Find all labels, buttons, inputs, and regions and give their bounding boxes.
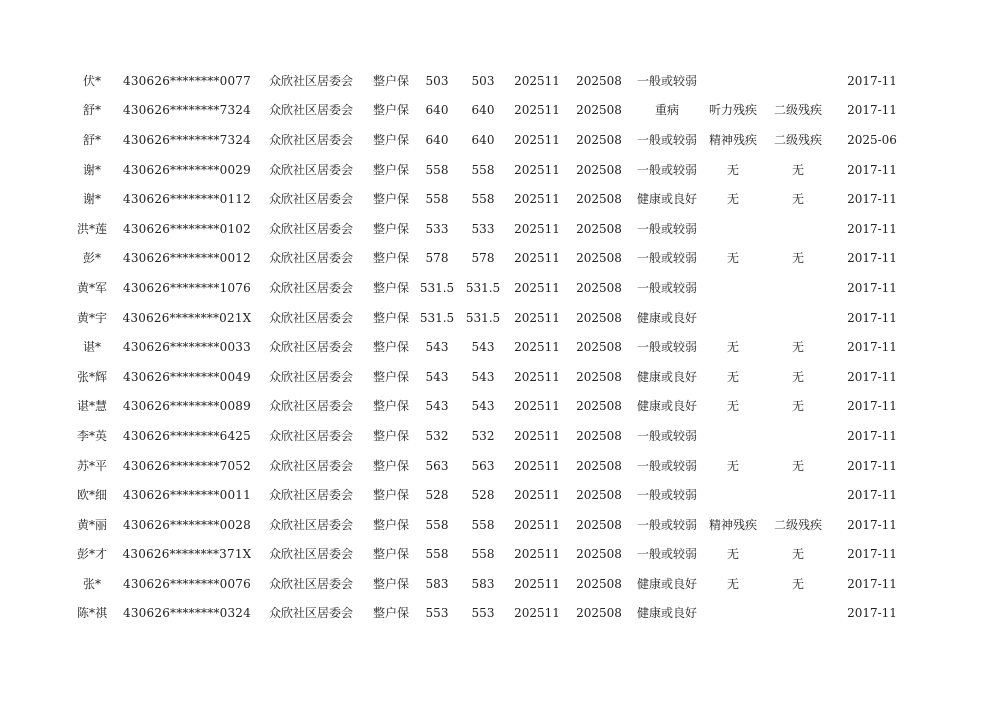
name-cell: 陈*祺 [76, 606, 107, 621]
table-row [64, 451, 910, 481]
assistance-type-cell: 整户保 [372, 340, 409, 355]
id-number-cell: 430626********7052 [123, 458, 251, 473]
table-row [64, 332, 910, 362]
period-cell: 202511 [514, 221, 560, 236]
assistance-type-cell: 整户保 [372, 192, 409, 207]
amount-cell: 558 [471, 547, 495, 562]
amount-cell: 533 [425, 221, 449, 236]
amount-cell: 563 [471, 458, 495, 473]
amount-cell: 558 [471, 192, 495, 207]
period-cell: 202511 [514, 132, 560, 147]
period-cell: 202511 [514, 576, 560, 591]
disability-level-cell: 二级残疾 [773, 103, 822, 118]
disability-type-cell: 无 [726, 162, 739, 177]
amount-cell: 543 [425, 369, 449, 384]
health-status-cell: 健康或良好 [636, 192, 697, 207]
period-cell: 202511 [514, 369, 560, 384]
disability-type-cell [704, 303, 762, 333]
period-cell: 202508 [576, 280, 622, 295]
name-cell: 谢* [82, 192, 101, 207]
id-number-cell: 430626********6425 [123, 428, 251, 443]
start-date-cell: 2017-11 [847, 310, 897, 325]
amount-cell: 543 [471, 340, 495, 355]
amount-cell: 563 [425, 458, 449, 473]
committee-cell: 众欣社区居委会 [268, 221, 353, 236]
table-row [64, 273, 910, 303]
period-cell: 202511 [514, 103, 560, 118]
period-cell: 202511 [514, 399, 560, 414]
committee-cell: 众欣社区居委会 [268, 458, 353, 473]
period-cell: 202511 [514, 310, 560, 325]
assistance-type-cell: 整户保 [372, 310, 409, 325]
table-row [64, 303, 910, 333]
period-cell: 202508 [576, 251, 622, 266]
start-date-cell: 2017-11 [847, 280, 897, 295]
committee-cell: 众欣社区居委会 [268, 399, 353, 414]
amount-cell: 543 [471, 399, 495, 414]
period-cell: 202511 [514, 251, 560, 266]
health-status-cell: 健康或良好 [636, 606, 697, 621]
id-number-cell: 430626********0028 [123, 517, 251, 532]
health-status-cell: 一般或较弱 [636, 73, 697, 88]
amount-cell: 640 [471, 132, 495, 147]
start-date-cell: 2017-11 [847, 428, 897, 443]
period-cell: 202511 [514, 458, 560, 473]
health-status-cell: 一般或较弱 [636, 547, 697, 562]
assistance-type-cell: 整户保 [372, 280, 409, 295]
disability-level-cell: 无 [791, 192, 804, 207]
disability-type-cell: 无 [726, 251, 739, 266]
id-number-cell: 430626********0049 [123, 369, 251, 384]
amount-cell: 503 [425, 73, 449, 88]
period-cell: 202511 [514, 192, 560, 207]
name-cell: 黄*宇 [76, 310, 107, 325]
table-row [64, 392, 910, 422]
committee-cell: 众欣社区居委会 [268, 192, 353, 207]
table-row [64, 540, 910, 570]
period-cell: 202508 [576, 162, 622, 177]
table-row [64, 569, 910, 599]
amount-cell: 558 [425, 192, 449, 207]
amount-cell: 558 [425, 517, 449, 532]
name-cell: 李*英 [76, 428, 107, 443]
committee-cell: 众欣社区居委会 [268, 162, 353, 177]
amount-cell: 532 [471, 428, 495, 443]
health-status-cell: 一般或较弱 [636, 517, 697, 532]
disability-level-cell: 无 [791, 576, 804, 591]
assistance-type-cell: 整户保 [372, 221, 409, 236]
committee-cell: 众欣社区居委会 [268, 576, 353, 591]
name-cell: 欧*细 [76, 488, 107, 503]
table-row [64, 510, 910, 540]
disability-type-cell [704, 273, 762, 303]
id-number-cell: 430626********0077 [123, 73, 251, 88]
amount-cell: 583 [425, 576, 449, 591]
assistance-type-cell: 整户保 [372, 73, 409, 88]
health-status-cell: 一般或较弱 [636, 458, 697, 473]
amount-cell: 532 [425, 428, 449, 443]
committee-cell: 众欣社区居委会 [268, 517, 353, 532]
amount-cell: 543 [425, 399, 449, 414]
committee-cell: 众欣社区居委会 [268, 488, 353, 503]
table-row [64, 214, 910, 244]
disability-level-cell: 二级残疾 [773, 132, 822, 147]
period-cell: 202511 [514, 73, 560, 88]
id-number-cell: 430626********0076 [123, 576, 251, 591]
health-status-cell: 一般或较弱 [636, 162, 697, 177]
id-number-cell: 430626********021X [122, 310, 252, 325]
assistance-type-cell: 整户保 [372, 251, 409, 266]
amount-cell: 553 [425, 606, 449, 621]
name-cell: 舒* [82, 132, 101, 147]
health-status-cell: 一般或较弱 [636, 132, 697, 147]
committee-cell: 众欣社区居委会 [268, 547, 353, 562]
disability-level-cell [762, 421, 834, 451]
amount-cell: 543 [425, 340, 449, 355]
assistance-type-cell: 整户保 [372, 606, 409, 621]
health-status-cell: 一般或较弱 [636, 488, 697, 503]
amount-cell: 543 [471, 369, 495, 384]
period-cell: 202508 [576, 399, 622, 414]
assistance-type-cell: 整户保 [372, 547, 409, 562]
disability-type-cell: 无 [726, 399, 739, 414]
disability-level-cell [762, 214, 834, 244]
period-cell: 202511 [514, 606, 560, 621]
name-cell: 谌*慧 [76, 399, 107, 414]
period-cell: 202511 [514, 517, 560, 532]
roster-table [64, 66, 910, 628]
assistance-type-cell: 整户保 [372, 132, 409, 147]
health-status-cell: 健康或良好 [636, 310, 697, 325]
amount-cell: 640 [471, 103, 495, 118]
health-status-cell: 一般或较弱 [636, 428, 697, 443]
period-cell: 202508 [576, 310, 622, 325]
start-date-cell: 2017-11 [847, 192, 897, 207]
period-cell: 202508 [576, 458, 622, 473]
table-row [64, 66, 910, 96]
disability-level-cell: 无 [791, 340, 804, 355]
id-number-cell: 430626********0089 [123, 399, 251, 414]
committee-cell: 众欣社区居委会 [268, 103, 353, 118]
table-row [64, 244, 910, 274]
disability-level-cell: 无 [791, 399, 804, 414]
id-number-cell: 430626********0102 [123, 221, 251, 236]
amount-cell: 531.5 [465, 310, 501, 325]
health-status-cell: 重病 [654, 103, 679, 118]
period-cell: 202511 [514, 162, 560, 177]
disability-level-cell: 无 [791, 369, 804, 384]
disability-level-cell [762, 303, 834, 333]
period-cell: 202508 [576, 517, 622, 532]
id-number-cell: 430626********0033 [123, 340, 251, 355]
name-cell: 谌* [82, 340, 101, 355]
id-number-cell: 430626********7324 [123, 132, 251, 147]
amount-cell: 531.5 [419, 310, 455, 325]
health-status-cell: 健康或良好 [636, 399, 697, 414]
table-row [64, 480, 910, 510]
amount-cell: 531.5 [419, 280, 455, 295]
amount-cell: 558 [425, 547, 449, 562]
period-cell: 202508 [576, 73, 622, 88]
disability-type-cell: 无 [726, 576, 739, 591]
committee-cell: 众欣社区居委会 [268, 369, 353, 384]
disability-type-cell: 精神残疾 [708, 132, 757, 147]
amount-cell: 558 [425, 162, 449, 177]
table-row [64, 362, 910, 392]
period-cell: 202511 [514, 340, 560, 355]
disability-level-cell [762, 66, 834, 96]
name-cell: 伏* [82, 73, 101, 88]
id-number-cell: 430626********0011 [123, 488, 251, 503]
amount-cell: 558 [471, 162, 495, 177]
committee-cell: 众欣社区居委会 [268, 132, 353, 147]
period-cell: 202508 [576, 606, 622, 621]
health-status-cell: 一般或较弱 [636, 280, 697, 295]
assistance-type-cell: 整户保 [372, 103, 409, 118]
period-cell: 202508 [576, 576, 622, 591]
start-date-cell: 2017-11 [847, 576, 897, 591]
start-date-cell: 2017-11 [847, 458, 897, 473]
start-date-cell: 2017-11 [847, 606, 897, 621]
start-date-cell: 2017-11 [847, 547, 897, 562]
health-status-cell: 一般或较弱 [636, 251, 697, 266]
disability-level-cell [762, 273, 834, 303]
id-number-cell: 430626********0029 [123, 162, 251, 177]
start-date-cell: 2025-06 [847, 132, 897, 147]
committee-cell: 众欣社区居委会 [268, 251, 353, 266]
disability-type-cell [704, 599, 762, 629]
assistance-type-cell: 整户保 [372, 517, 409, 532]
disability-type-cell: 无 [726, 340, 739, 355]
name-cell: 洪*莲 [76, 221, 107, 236]
id-number-cell: 430626********0324 [123, 606, 251, 621]
amount-cell: 533 [471, 221, 495, 236]
start-date-cell: 2017-11 [847, 162, 897, 177]
committee-cell: 众欣社区居委会 [268, 280, 353, 295]
table-row [64, 155, 910, 185]
amount-cell: 583 [471, 576, 495, 591]
committee-cell: 众欣社区居委会 [268, 73, 353, 88]
health-status-cell: 健康或良好 [636, 576, 697, 591]
disability-type-cell: 无 [726, 192, 739, 207]
amount-cell: 528 [425, 488, 449, 503]
amount-cell: 528 [471, 488, 495, 503]
amount-cell: 578 [425, 251, 449, 266]
health-status-cell: 健康或良好 [636, 369, 697, 384]
assistance-type-cell: 整户保 [372, 399, 409, 414]
period-cell: 202508 [576, 221, 622, 236]
disability-level-cell: 无 [791, 251, 804, 266]
health-status-cell: 一般或较弱 [636, 340, 697, 355]
id-number-cell: 430626********1076 [123, 280, 251, 295]
period-cell: 202511 [514, 280, 560, 295]
table-row [64, 125, 910, 155]
table-row [64, 96, 910, 126]
disability-level-cell: 二级残疾 [773, 517, 822, 532]
disability-type-cell: 无 [726, 458, 739, 473]
committee-cell: 众欣社区居委会 [268, 340, 353, 355]
disability-type-cell [704, 421, 762, 451]
name-cell: 张* [82, 576, 101, 591]
start-date-cell: 2017-11 [847, 73, 897, 88]
period-cell: 202508 [576, 369, 622, 384]
name-cell: 彭*才 [76, 547, 107, 562]
disability-level-cell: 无 [791, 162, 804, 177]
start-date-cell: 2017-11 [847, 340, 897, 355]
start-date-cell: 2017-11 [847, 103, 897, 118]
assistance-type-cell: 整户保 [372, 428, 409, 443]
assistance-type-cell: 整户保 [372, 162, 409, 177]
start-date-cell: 2017-11 [847, 251, 897, 266]
committee-cell: 众欣社区居委会 [268, 310, 353, 325]
disability-level-cell: 无 [791, 547, 804, 562]
amount-cell: 640 [425, 132, 449, 147]
roster-body [64, 66, 910, 628]
period-cell: 202508 [576, 340, 622, 355]
committee-cell: 众欣社区居委会 [268, 428, 353, 443]
disability-level-cell [762, 480, 834, 510]
period-cell: 202511 [514, 428, 560, 443]
health-status-cell: 一般或较弱 [636, 221, 697, 236]
name-cell: 谢* [82, 162, 101, 177]
disability-type-cell: 无 [726, 547, 739, 562]
id-number-cell: 430626********0012 [123, 251, 251, 266]
disability-type-cell [704, 66, 762, 96]
disability-type-cell [704, 480, 762, 510]
disability-level-cell [762, 599, 834, 629]
disability-type-cell: 精神残疾 [708, 517, 757, 532]
id-number-cell: 430626********0112 [123, 192, 251, 207]
start-date-cell: 2017-11 [847, 369, 897, 384]
amount-cell: 503 [471, 73, 495, 88]
amount-cell: 640 [425, 103, 449, 118]
name-cell: 舒* [82, 103, 101, 118]
name-cell: 彭* [82, 251, 101, 266]
period-cell: 202508 [576, 192, 622, 207]
period-cell: 202508 [576, 103, 622, 118]
period-cell: 202508 [576, 547, 622, 562]
table-row [64, 421, 910, 451]
assistance-type-cell: 整户保 [372, 576, 409, 591]
start-date-cell: 2017-11 [847, 488, 897, 503]
assistance-type-cell: 整户保 [372, 369, 409, 384]
assistance-type-cell: 整户保 [372, 458, 409, 473]
disability-type-cell: 无 [726, 369, 739, 384]
table-row [64, 599, 910, 629]
id-number-cell: 430626********371X [122, 547, 252, 562]
start-date-cell: 2017-11 [847, 517, 897, 532]
period-cell: 202508 [576, 428, 622, 443]
id-number-cell: 430626********7324 [123, 103, 251, 118]
disability-type-cell [704, 214, 762, 244]
committee-cell: 众欣社区居委会 [268, 606, 353, 621]
name-cell: 张*辉 [76, 369, 107, 384]
disability-type-cell: 听力残疾 [708, 103, 757, 118]
amount-cell: 578 [471, 251, 495, 266]
amount-cell: 553 [471, 606, 495, 621]
name-cell: 黄*军 [76, 280, 107, 295]
period-cell: 202511 [514, 488, 560, 503]
start-date-cell: 2017-11 [847, 399, 897, 414]
period-cell: 202508 [576, 488, 622, 503]
amount-cell: 558 [471, 517, 495, 532]
table-row [64, 184, 910, 214]
period-cell: 202511 [514, 547, 560, 562]
name-cell: 苏*平 [76, 458, 107, 473]
assistance-type-cell: 整户保 [372, 488, 409, 503]
disability-level-cell: 无 [791, 458, 804, 473]
start-date-cell: 2017-11 [847, 221, 897, 236]
amount-cell: 531.5 [465, 280, 501, 295]
name-cell: 黄*丽 [76, 517, 107, 532]
period-cell: 202508 [576, 132, 622, 147]
